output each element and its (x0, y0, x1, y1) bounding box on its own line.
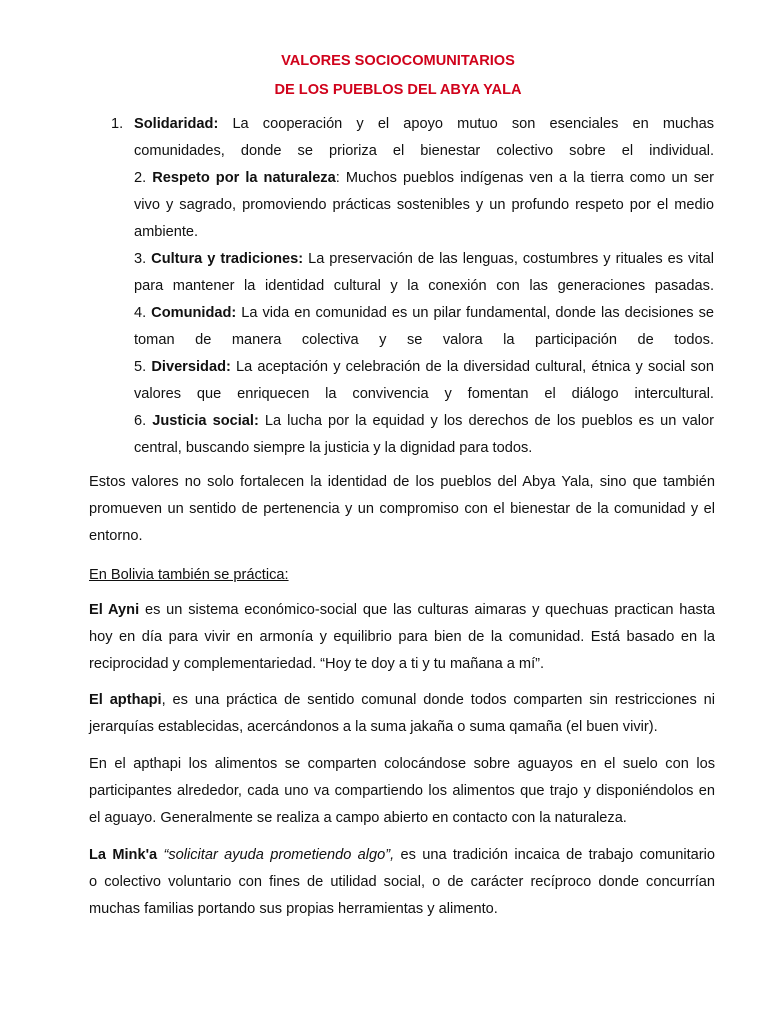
list-line (134, 138, 714, 165)
list-number: 5. (134, 359, 152, 375)
paragraph-line: hoy en día para vivir en armonía y equilibrio para bien de la comunidad. Está basado en la (89, 629, 715, 645)
term-respeto-naturaleza: Respeto por la naturaleza (152, 170, 336, 186)
paragraph-line: Estos valores no solo fortalecen la identidad de los pueblos del Abya Yala, sino que también (89, 474, 715, 490)
list-text: La preservación de las lenguas, costumbres y rituales es vital (303, 251, 714, 267)
bolivia-heading-text: En Bolivia también se práctica: (89, 567, 289, 583)
values-list (111, 111, 715, 462)
term-cultura-tradiciones: Cultura y tradiciones: (151, 251, 304, 267)
term-justicia-social: Justicia social: (152, 413, 259, 429)
list-text: comunidades, donde se prioriza el bienestar colectivo sobre el individual. (134, 143, 714, 159)
list-item-justicia (134, 408, 714, 435)
list-text: ambiente. (134, 224, 199, 240)
minka-quote: “solicitar ayuda prometiendo algo”, (157, 847, 395, 863)
list-item-solidaridad (111, 111, 714, 138)
paragraph-line (89, 687, 715, 714)
paragraph-line (89, 597, 715, 624)
term-diversidad: Diversidad: (151, 359, 231, 375)
list-text: La aceptación y celebración de la diversidad cultural, étnica y social son (230, 359, 715, 375)
term-solidaridad: Solidaridad: (134, 116, 219, 132)
term-comunidad: Comunidad: (151, 305, 237, 321)
paragraph-line: entorno. (89, 528, 143, 544)
paragraph-line: promueven un sentido de pertenencia y un compromiso con el bienestar de la comunidad y el (89, 501, 715, 517)
list-text: : Muchos pueblos indígenas ven a la tierra como un ser (335, 170, 715, 186)
paragraph-line: o colectivo voluntario con fines de utilidad social, o de carácter recíproco donde concurrían (89, 874, 715, 890)
list-text: valores que enriquecen la convivencia y fomentan el diálogo intercultural. (134, 386, 714, 402)
paragraph-line (89, 842, 715, 869)
list-text: toman de manera colectiva y se valora la participación de todos. (134, 332, 714, 348)
list-line (134, 192, 714, 219)
term-apthapi: El apthapi (89, 692, 162, 708)
bolivia-heading (89, 562, 715, 589)
term-ayni: El Ayni (89, 602, 140, 618)
list-line (134, 327, 714, 354)
list-line (134, 381, 714, 408)
paragraph-text: es un sistema económico-social que las culturas aimaras y quechuas practican hasta (139, 602, 715, 618)
document-title-line-2: DE LOS PUEBLOS DEL ABYA YALA (274, 82, 522, 98)
list-number: 3. (134, 251, 152, 267)
list-item-diversidad (134, 354, 714, 381)
paragraph-text: es una tradición incaica de trabajo comunitario (394, 847, 715, 863)
list-text: La vida en comunidad es un pilar fundamental, donde las decisiones se (236, 305, 714, 321)
list-line (134, 435, 714, 462)
paragraph-line: participantes alrededor, cada uno va compartiendo los alimentos que trajo y disponiéndolos en (89, 783, 715, 799)
paragraph-line: reciprocidad y complementariedad. “Hoy te doy a ti y tu mañana a mí”. (89, 656, 545, 672)
list-text: La lucha por la equidad y los derechos de los pueblos es un valor (258, 413, 714, 429)
list-line (134, 273, 714, 300)
document-title-line-1: VALORES SOCIOCOMUNITARIOS (281, 53, 515, 69)
ayni-paragraph (89, 597, 715, 678)
paragraph-line: muchas familias portando sus propias herramientas y alimento. (89, 901, 498, 917)
minka-paragraph (89, 842, 715, 923)
list-item-cultura (134, 246, 714, 273)
intro-paragraph (89, 469, 715, 550)
list-number: 1. (111, 116, 124, 132)
paragraph-line: En el apthapi los alimentos se comparten colocándose sobre aguayos en el suelo con los (89, 756, 715, 772)
term-minka: La Mink'a (89, 847, 158, 863)
apthapi-paragraph (89, 687, 715, 741)
paragraph-line: jerarquías establecidas, acercándonos a la suma jakaña o suma qamaña (el buen vivir). (89, 719, 658, 735)
list-line (134, 219, 714, 246)
list-text: para mantener la identidad cultural y la conexión con las generaciones pasadas. (134, 278, 714, 294)
apthapi-detail-paragraph (89, 751, 715, 832)
paragraph-text: , es una práctica de sentido comunal donde todos comparten sin restricciones ni (161, 692, 716, 708)
list-number: 4. (134, 305, 152, 321)
list-text: central, buscando siempre la justicia y la dignidad para todos. (134, 440, 533, 456)
list-number: 2. (134, 170, 153, 186)
list-text: vivo y sagrado, promoviendo prácticas sostenibles y un profundo respeto por el medio (134, 197, 714, 213)
list-text: La cooperación y el apoyo mutuo son esenciales en muchas (218, 116, 714, 132)
list-item-comunidad (134, 300, 714, 327)
paragraph-line: el aguayo. Generalmente se realiza a campo abierto en contacto con la naturaleza. (89, 810, 627, 826)
list-number: 6. (134, 413, 153, 429)
list-item-respeto (134, 165, 714, 192)
